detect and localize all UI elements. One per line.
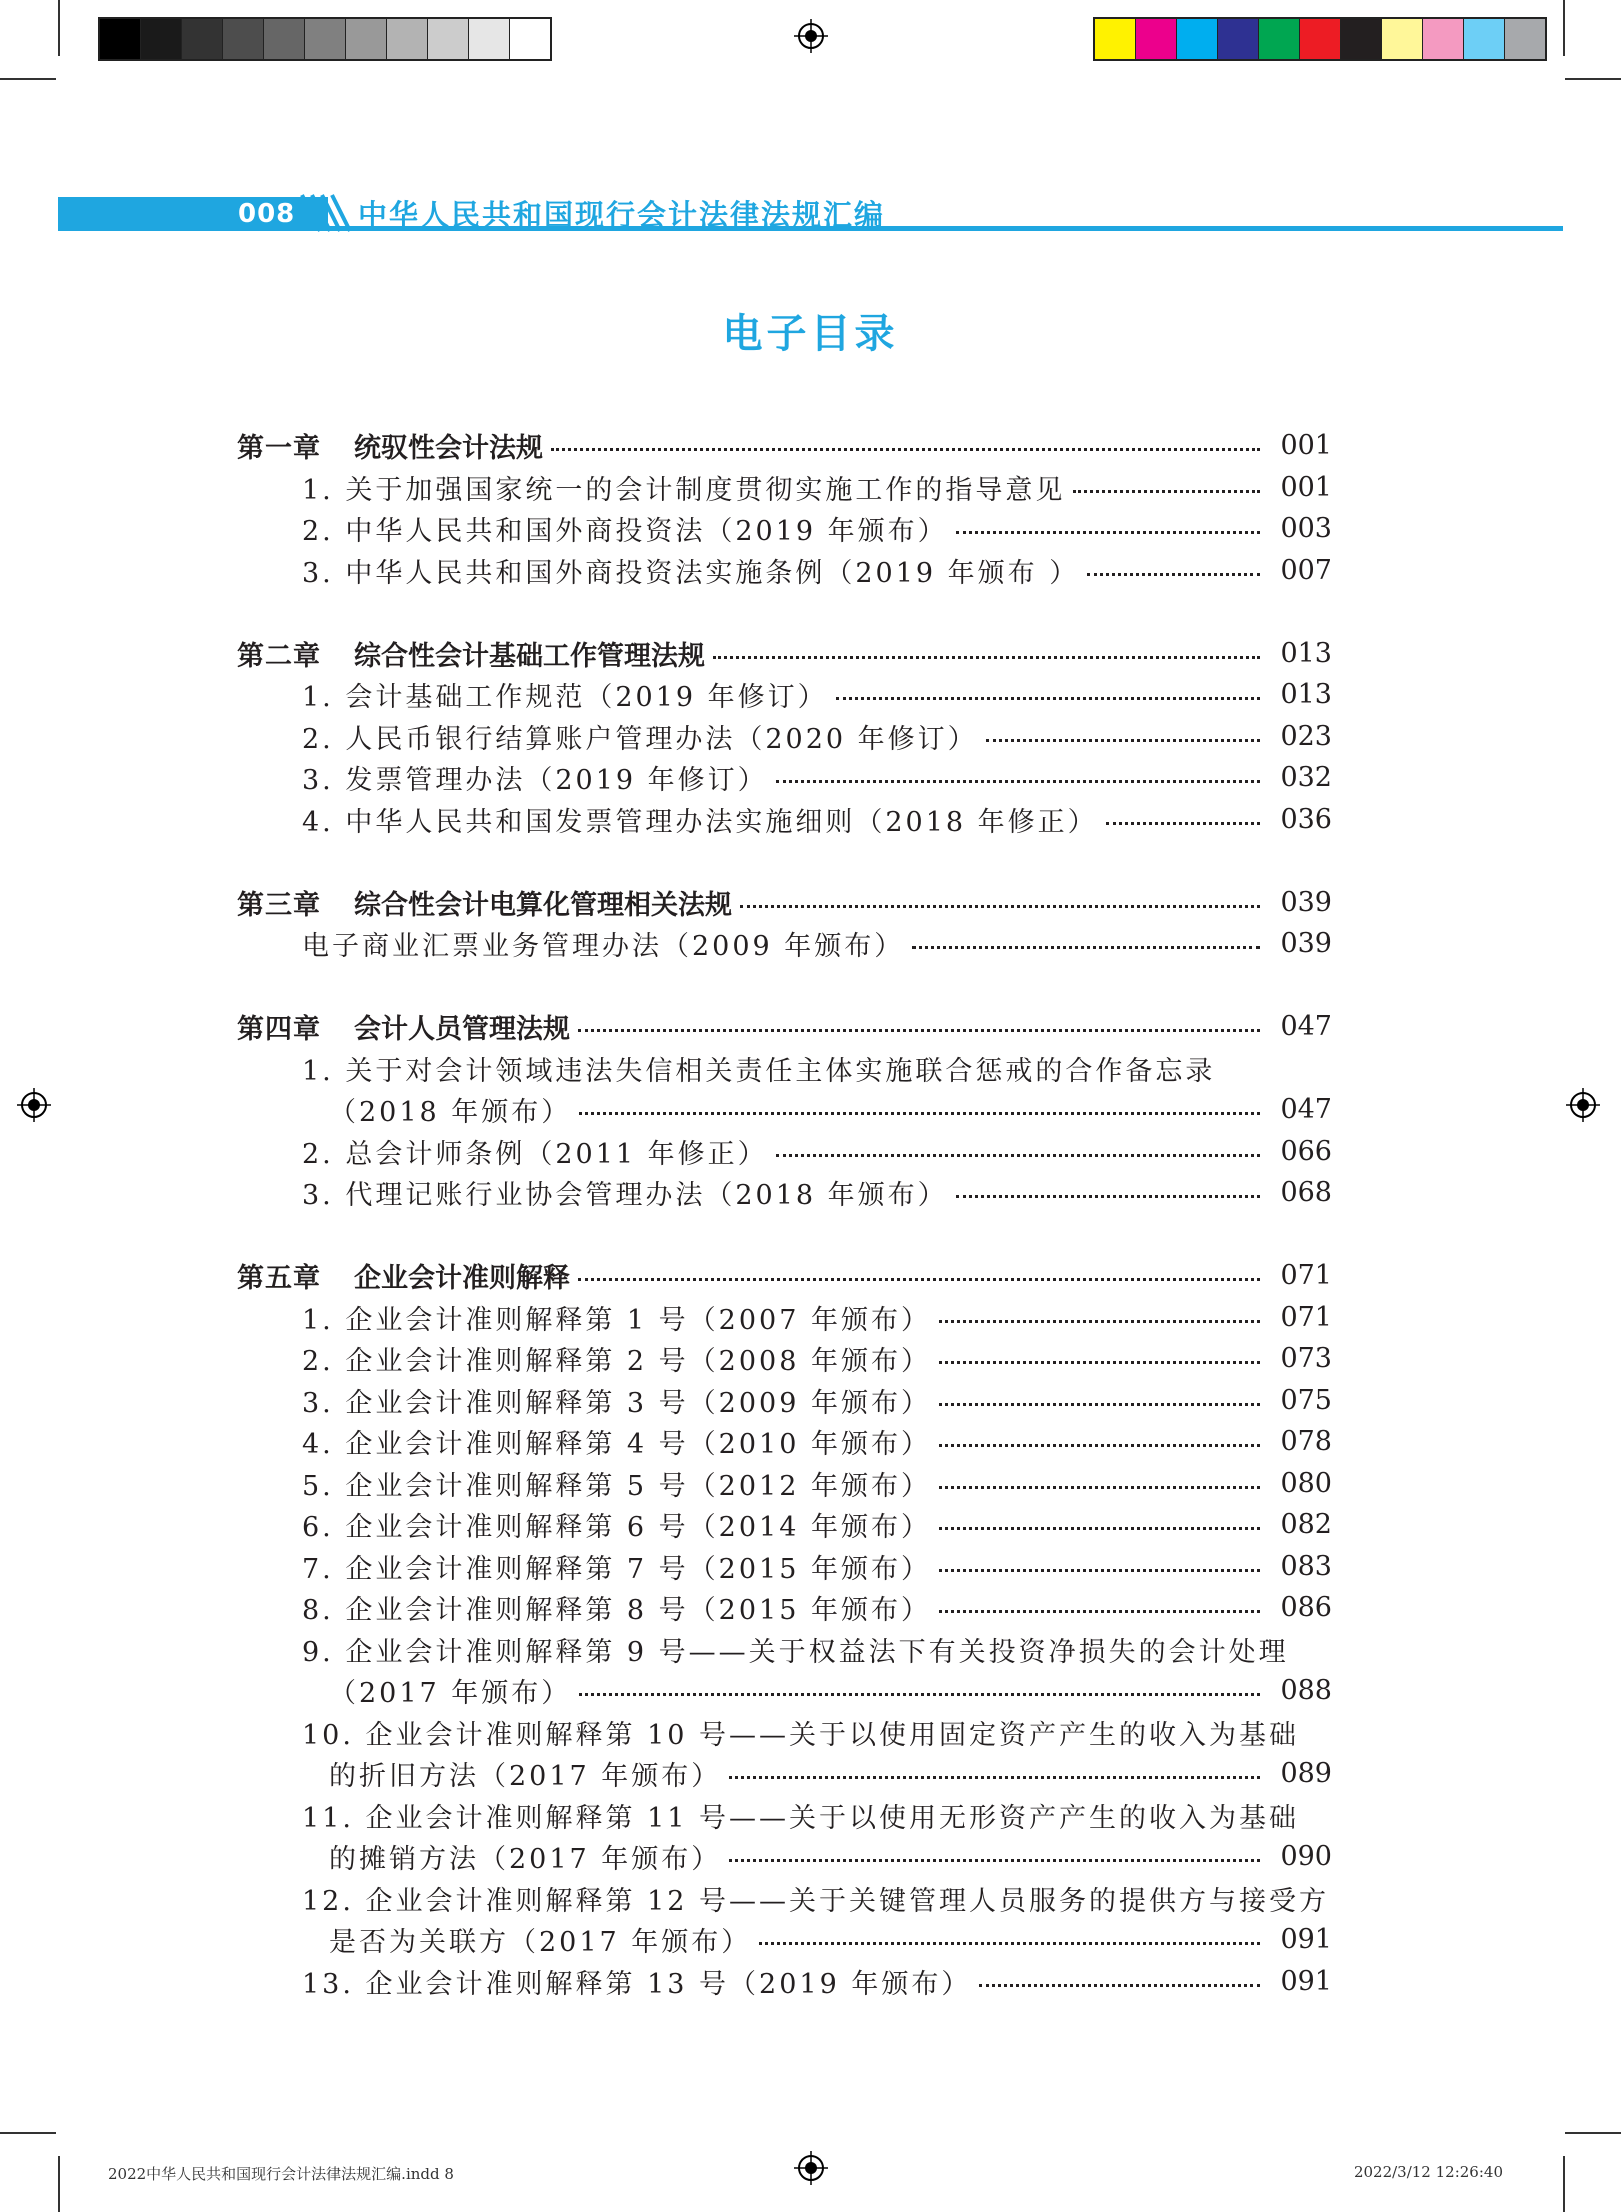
toc-entry-title: （2017 年颁布）	[329, 1678, 572, 1710]
toc-chapter-label: 第二章	[237, 640, 321, 672]
toc-chapter[interactable]	[237, 1255, 1332, 1297]
slug-timestamp: 2022/3/12 12:26:40	[1353, 2163, 1503, 2181]
crop-mark	[1563, 0, 1565, 56]
color-swatch	[428, 19, 469, 59]
toc-entry-title: 3. 企业会计准则解释第 3 号（2009 年颁布）	[302, 1387, 931, 1419]
toc-entry[interactable]	[237, 1463, 1332, 1505]
toc-entry-title: 7. 企业会计准则解释第 7 号（2015 年颁布）	[302, 1553, 931, 1585]
dot-leader	[939, 1444, 1260, 1447]
crop-mark	[1565, 2132, 1621, 2134]
toc-chapter-label: 第一章	[237, 433, 321, 465]
color-swatch	[1341, 19, 1382, 59]
dot-leader	[986, 739, 1260, 742]
toc-entry-title: 1. 关于加强国家统一的会计制度贯彻实施工作的指导意见	[302, 474, 1066, 506]
toc-page-number: 080	[1280, 1467, 1332, 1499]
toc-page-number: 090	[1280, 1841, 1332, 1873]
toc-entry-title: 4. 企业会计准则解释第 4 号（2010 年颁布）	[302, 1429, 931, 1461]
dot-leader	[939, 1569, 1260, 1572]
toc-entry-title: 的摊销方法（2017 年颁布）	[329, 1844, 722, 1876]
toc-entry-title: 9. 企业会计准则解释第 9 号——关于权益法下有关投资净损失的会计处理	[302, 1636, 1289, 1668]
toc-entry-title: 10. 企业会计准则解释第 10 号——关于以使用固定资产产生的收入为基础	[302, 1719, 1300, 1751]
dot-leader	[939, 1527, 1260, 1530]
toc-entry-title: 2. 人民币银行结算账户管理办法（2020 年修订）	[302, 723, 978, 755]
toc-entry[interactable]	[237, 1380, 1332, 1422]
color-swatch	[223, 19, 264, 59]
color-swatch	[264, 19, 305, 59]
toc-page-number: 003	[1280, 513, 1332, 545]
dot-leader	[939, 1320, 1260, 1323]
toc-page-number: 039	[1280, 928, 1332, 960]
dot-leader	[740, 905, 1260, 908]
toc-entry[interactable]	[237, 1172, 1332, 1214]
dot-leader	[956, 1195, 1260, 1198]
toc-entry-continuation[interactable]	[237, 1753, 1332, 1795]
page-title: 电子目录	[722, 311, 899, 357]
dot-leader	[759, 1942, 1260, 1945]
toc-chapter[interactable]	[237, 1006, 1332, 1048]
dot-leader	[578, 1278, 1260, 1281]
page-number: 008	[238, 199, 296, 229]
toc-entry-title: 2. 企业会计准则解释第 2 号（2008 年颁布）	[302, 1346, 931, 1378]
slug-file-name: 2022中华人民共和国现行会计法律法规汇编.indd 8	[108, 2165, 454, 2183]
toc-entry-title: （2018 年颁布）	[329, 1097, 572, 1129]
toc-page-number: 013	[1280, 679, 1332, 711]
color-swatch	[1300, 19, 1341, 59]
toc-entry-title: 电子商业汇票业务管理办法（2009 年颁布）	[302, 931, 905, 963]
toc-chapter-title: 会计人员管理法规	[354, 1014, 570, 1046]
toc-entry-title: 11. 企业会计准则解释第 11 号——关于以使用无形资产产生的收入为基础	[302, 1802, 1300, 1834]
toc-entry[interactable]	[237, 1504, 1332, 1546]
toc-page-number: 086	[1280, 1592, 1332, 1624]
toc-entry[interactable]	[237, 1131, 1332, 1173]
crop-mark	[58, 0, 60, 56]
crop-mark	[1565, 78, 1621, 80]
toc-entry-title: 4. 中华人民共和国发票管理办法实施细则（2018 年修正）	[302, 806, 1098, 838]
dot-leader	[939, 1486, 1260, 1489]
dot-leader	[776, 780, 1260, 783]
toc-entry-title: 13. 企业会计准则解释第 13 号（2019 年颁布）	[302, 1968, 972, 2000]
toc-page-number: 075	[1280, 1384, 1332, 1416]
toc-entry[interactable]	[237, 508, 1332, 550]
toc-page-number: 073	[1280, 1343, 1332, 1375]
dot-leader	[579, 1112, 1260, 1115]
crop-mark	[0, 2132, 56, 2134]
color-swatch	[1136, 19, 1177, 59]
color-swatch	[1095, 19, 1136, 59]
table-of-contents	[237, 425, 1332, 2002]
color-swatch	[1259, 19, 1300, 59]
crop-mark	[58, 2156, 60, 2212]
toc-chapter-title: 综合性会计基础工作管理法规	[354, 640, 705, 672]
toc-entry-title: 8. 企业会计准则解释第 8 号（2015 年颁布）	[302, 1595, 931, 1627]
toc-chapter-title: 企业会计准则解释	[354, 1263, 570, 1295]
dot-leader	[713, 656, 1260, 659]
toc-entry[interactable]	[237, 923, 1332, 965]
toc-page-number: 039	[1280, 886, 1332, 918]
toc-entry-continuation[interactable]	[237, 1919, 1332, 1961]
dot-leader	[776, 1154, 1260, 1157]
color-swatch	[1218, 19, 1259, 59]
toc-entry-title: 1. 企业会计准则解释第 1 号（2007 年颁布）	[302, 1304, 931, 1336]
toc-chapter-title: 综合性会计电算化管理相关法规	[354, 889, 732, 921]
toc-entry[interactable]	[237, 674, 1332, 716]
dot-leader	[939, 1361, 1260, 1364]
toc-entry[interactable]	[237, 1048, 1332, 1090]
color-swatch	[182, 19, 223, 59]
toc-entry-title: 2. 总会计师条例（2011 年修正）	[302, 1138, 768, 1170]
toc-page-number: 047	[1280, 1011, 1332, 1043]
toc-entry-continuation[interactable]	[237, 1836, 1332, 1878]
toc-chapter-title: 统驭性会计法规	[354, 433, 543, 465]
dot-leader	[579, 1693, 1260, 1696]
dot-leader	[729, 1776, 1260, 1779]
dot-leader	[836, 697, 1260, 700]
toc-entry[interactable]	[237, 716, 1332, 758]
toc-page-number: 068	[1280, 1177, 1332, 1209]
toc-page-number: 032	[1280, 762, 1332, 794]
toc-entry[interactable]	[237, 1878, 1332, 1920]
toc-page-number: 071	[1280, 1260, 1332, 1292]
toc-entry[interactable]	[237, 1795, 1332, 1837]
dot-leader	[729, 1859, 1260, 1862]
registration-mark-icon	[17, 1088, 51, 1122]
toc-page-number: 071	[1280, 1301, 1332, 1333]
toc-entry[interactable]	[237, 467, 1332, 509]
toc-page-number: 066	[1280, 1135, 1332, 1167]
toc-entry[interactable]	[237, 1712, 1332, 1754]
color-swatch	[1423, 19, 1464, 59]
dot-leader	[939, 1610, 1260, 1613]
crop-mark	[0, 78, 56, 80]
toc-entry-title: 12. 企业会计准则解释第 12 号——关于关键管理人员服务的提供方与接受方	[302, 1885, 1330, 1917]
toc-page-number: 047	[1280, 1094, 1332, 1126]
toc-entry-title: 2. 中华人民共和国外商投资法（2019 年颁布）	[302, 516, 948, 548]
toc-entry[interactable]	[237, 1546, 1332, 1588]
registration-mark-icon	[1566, 1088, 1600, 1122]
color-swatch	[510, 19, 550, 59]
toc-entry[interactable]	[237, 1338, 1332, 1380]
dot-leader	[578, 1029, 1260, 1032]
toc-entry[interactable]	[237, 1297, 1332, 1339]
toc-page-number: 007	[1280, 554, 1332, 586]
toc-entry-continuation[interactable]	[237, 1089, 1332, 1131]
toc-entry-title: 5. 企业会计准则解释第 5 号（2012 年颁布）	[302, 1470, 931, 1502]
dot-leader	[939, 1403, 1260, 1406]
toc-page-number: 078	[1280, 1426, 1332, 1458]
color-swatch	[1382, 19, 1423, 59]
toc-page-number: 001	[1280, 430, 1332, 462]
crop-mark	[1563, 2156, 1565, 2212]
color-swatch	[100, 19, 141, 59]
toc-entry-title: 1. 关于对会计领域违法失信相关责任主体实施联合惩戒的合作备忘录	[302, 1055, 1216, 1087]
toc-chapter-label: 第五章	[237, 1263, 321, 1295]
color-swatch	[346, 19, 387, 59]
toc-chapter[interactable]	[237, 425, 1332, 467]
dot-leader	[1073, 490, 1260, 493]
toc-entry-title: 的折旧方法（2017 年颁布）	[329, 1761, 722, 1793]
book-title: 中华人民共和国现行会计法律法规汇编	[358, 198, 886, 232]
toc-entry[interactable]	[237, 799, 1332, 841]
process-color-bar	[1093, 17, 1547, 61]
toc-page-number: 013	[1280, 637, 1332, 669]
toc-chapter-label: 第三章	[237, 889, 321, 921]
toc-page-number: 083	[1280, 1550, 1332, 1582]
toc-page-number: 082	[1280, 1509, 1332, 1541]
color-swatch	[1177, 19, 1218, 59]
color-swatch	[1464, 19, 1505, 59]
color-swatch	[387, 19, 428, 59]
color-swatch	[141, 19, 182, 59]
slashes-icon	[300, 193, 360, 233]
dot-leader	[979, 1984, 1260, 1987]
toc-entry[interactable]	[237, 1587, 1332, 1629]
toc-entry-title: 1. 会计基础工作规范（2019 年修订）	[302, 682, 828, 714]
toc-entry[interactable]	[237, 550, 1332, 592]
toc-page-number: 023	[1280, 720, 1332, 752]
color-swatch	[305, 19, 346, 59]
toc-chapter[interactable]	[237, 633, 1332, 675]
dot-leader	[912, 946, 1260, 949]
toc-chapter[interactable]	[237, 882, 1332, 924]
toc-entry-title: 3. 中华人民共和国外商投资法实施条例（2019 年颁布 ）	[302, 557, 1080, 589]
color-swatch	[469, 19, 510, 59]
toc-page-number: 091	[1280, 1924, 1332, 1956]
toc-page-number: 088	[1280, 1675, 1332, 1707]
dot-leader	[1106, 822, 1260, 825]
toc-entry-title: 6. 企业会计准则解释第 6 号（2014 年颁布）	[302, 1512, 931, 1544]
dot-leader	[956, 531, 1260, 534]
toc-chapter-label: 第四章	[237, 1014, 321, 1046]
toc-page-number: 091	[1280, 1965, 1332, 1997]
color-swatch	[1505, 19, 1545, 59]
registration-mark-icon	[794, 2151, 828, 2185]
toc-entry[interactable]	[237, 1961, 1332, 2003]
dot-leader	[1087, 573, 1260, 576]
toc-entry-title: 3. 代理记账行业协会管理办法（2018 年颁布）	[302, 1180, 948, 1212]
toc-entry[interactable]	[237, 757, 1332, 799]
toc-page-number: 036	[1280, 803, 1332, 835]
toc-page-number: 001	[1280, 471, 1332, 503]
toc-page-number: 089	[1280, 1758, 1332, 1790]
gray-color-bar	[98, 17, 552, 61]
toc-entry-title: 是否为关联方（2017 年颁布）	[329, 1927, 752, 1959]
toc-entry[interactable]	[237, 1421, 1332, 1463]
registration-mark-icon	[794, 19, 828, 53]
toc-entry-title: 3. 发票管理办法（2019 年修订）	[302, 765, 768, 797]
dot-leader	[551, 448, 1260, 451]
toc-entry[interactable]	[237, 1629, 1332, 1671]
toc-entry-continuation[interactable]	[237, 1670, 1332, 1712]
